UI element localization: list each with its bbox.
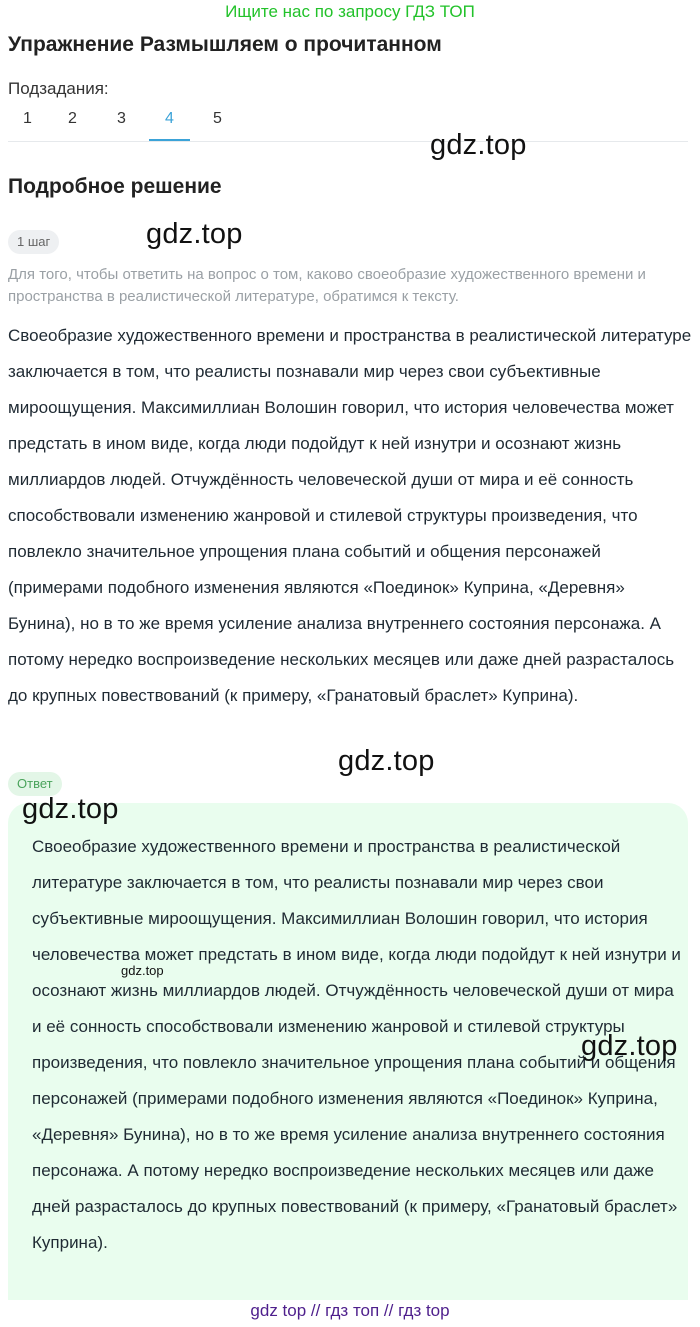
- tab-2[interactable]: 2: [68, 110, 77, 127]
- subtasks-label: Подзадания:: [8, 79, 109, 98]
- answer-text: Своеобразие художественного времени и пространства в реалистической литературе заключается в том, что реалисты познавали мир через свои субъективные мироощущения. Максимиллиан Волошин говорил, что история человечества может предстать в ином виде, когда люди подойдут к ней изнутри и осознают жизнь миллиардов людей. Отчуждённость человеческой души от мира и её сонность способствовали изменению жанровой и стилевой структуры произведения, что повлекло значительное упрощения плана событий и общения персонажей (примерами подобного изменения являются «Поединок» Куприна, «Деревня» Бунина), но в то же время усиление анализа внутреннего состояния персонажа. А потому нередко воспроизведение нескольких месяцев или даже дней разрасталось до крупных повествований (к примеру, «Гранатовый браслет» Куприна).: [32, 837, 681, 1252]
- answer-badge: Ответ: [8, 772, 62, 796]
- watermark: gdz.top: [581, 1030, 678, 1062]
- footer-links[interactable]: gdz top // гдз топ // гдз top: [250, 1301, 450, 1320]
- subtasks-tabs: [0, 108, 700, 142]
- tab-3[interactable]: 3: [117, 110, 126, 127]
- top-search-link[interactable]: Ищите нас по запросу ГДЗ ТОП: [225, 2, 475, 21]
- watermark-small: gdz.top: [121, 963, 164, 978]
- solution-hint: Для того, чтобы ответить на вопрос о том, каково своеобразие художественного времени и пространства в реалистической литературе, обратимся к тексту.: [8, 266, 646, 305]
- tab-1[interactable]: 1: [23, 110, 32, 127]
- watermark: gdz.top: [146, 218, 243, 250]
- watermark: gdz.top: [338, 745, 435, 777]
- tab-5[interactable]: 5: [213, 110, 222, 127]
- section-title: Подробное решение: [8, 175, 222, 198]
- solution-text: Своеобразие художественного времени и пространства в реалистической литературе заключается в том, что реалисты познавали мир через свои субъективные мироощущения. Максимиллиан Волошин говорил, что история человечества может предстать в ином виде, когда люди подойдут к ней изнутри и осознают жизнь миллиардов людей. Отчуждённость человеческой души от мира и её сонность способствовали изменению жанровой и стилевой структуры произведения, что повлекло значительное упрощения плана событий и общения персонажей (примерами подобного изменения являются «Поединок» Куприна, «Деревня» Бунина), но в то же время усиление анализа внутреннего состояния персонажа. А потому нередко воспроизведение нескольких месяцев или даже дней разрасталось до крупных повествований (к примеру, «Гранатовый браслет» Куприна).: [8, 326, 692, 705]
- active-tab-indicator: [149, 139, 190, 141]
- watermark: gdz.top: [430, 129, 527, 161]
- tabs-divider: [8, 141, 688, 142]
- tab-4[interactable]: 4: [165, 110, 174, 127]
- page-title: Упражнение Размышляем о прочитанном: [8, 33, 442, 56]
- watermark: gdz.top: [22, 793, 119, 825]
- step-badge: 1 шаг: [8, 230, 59, 254]
